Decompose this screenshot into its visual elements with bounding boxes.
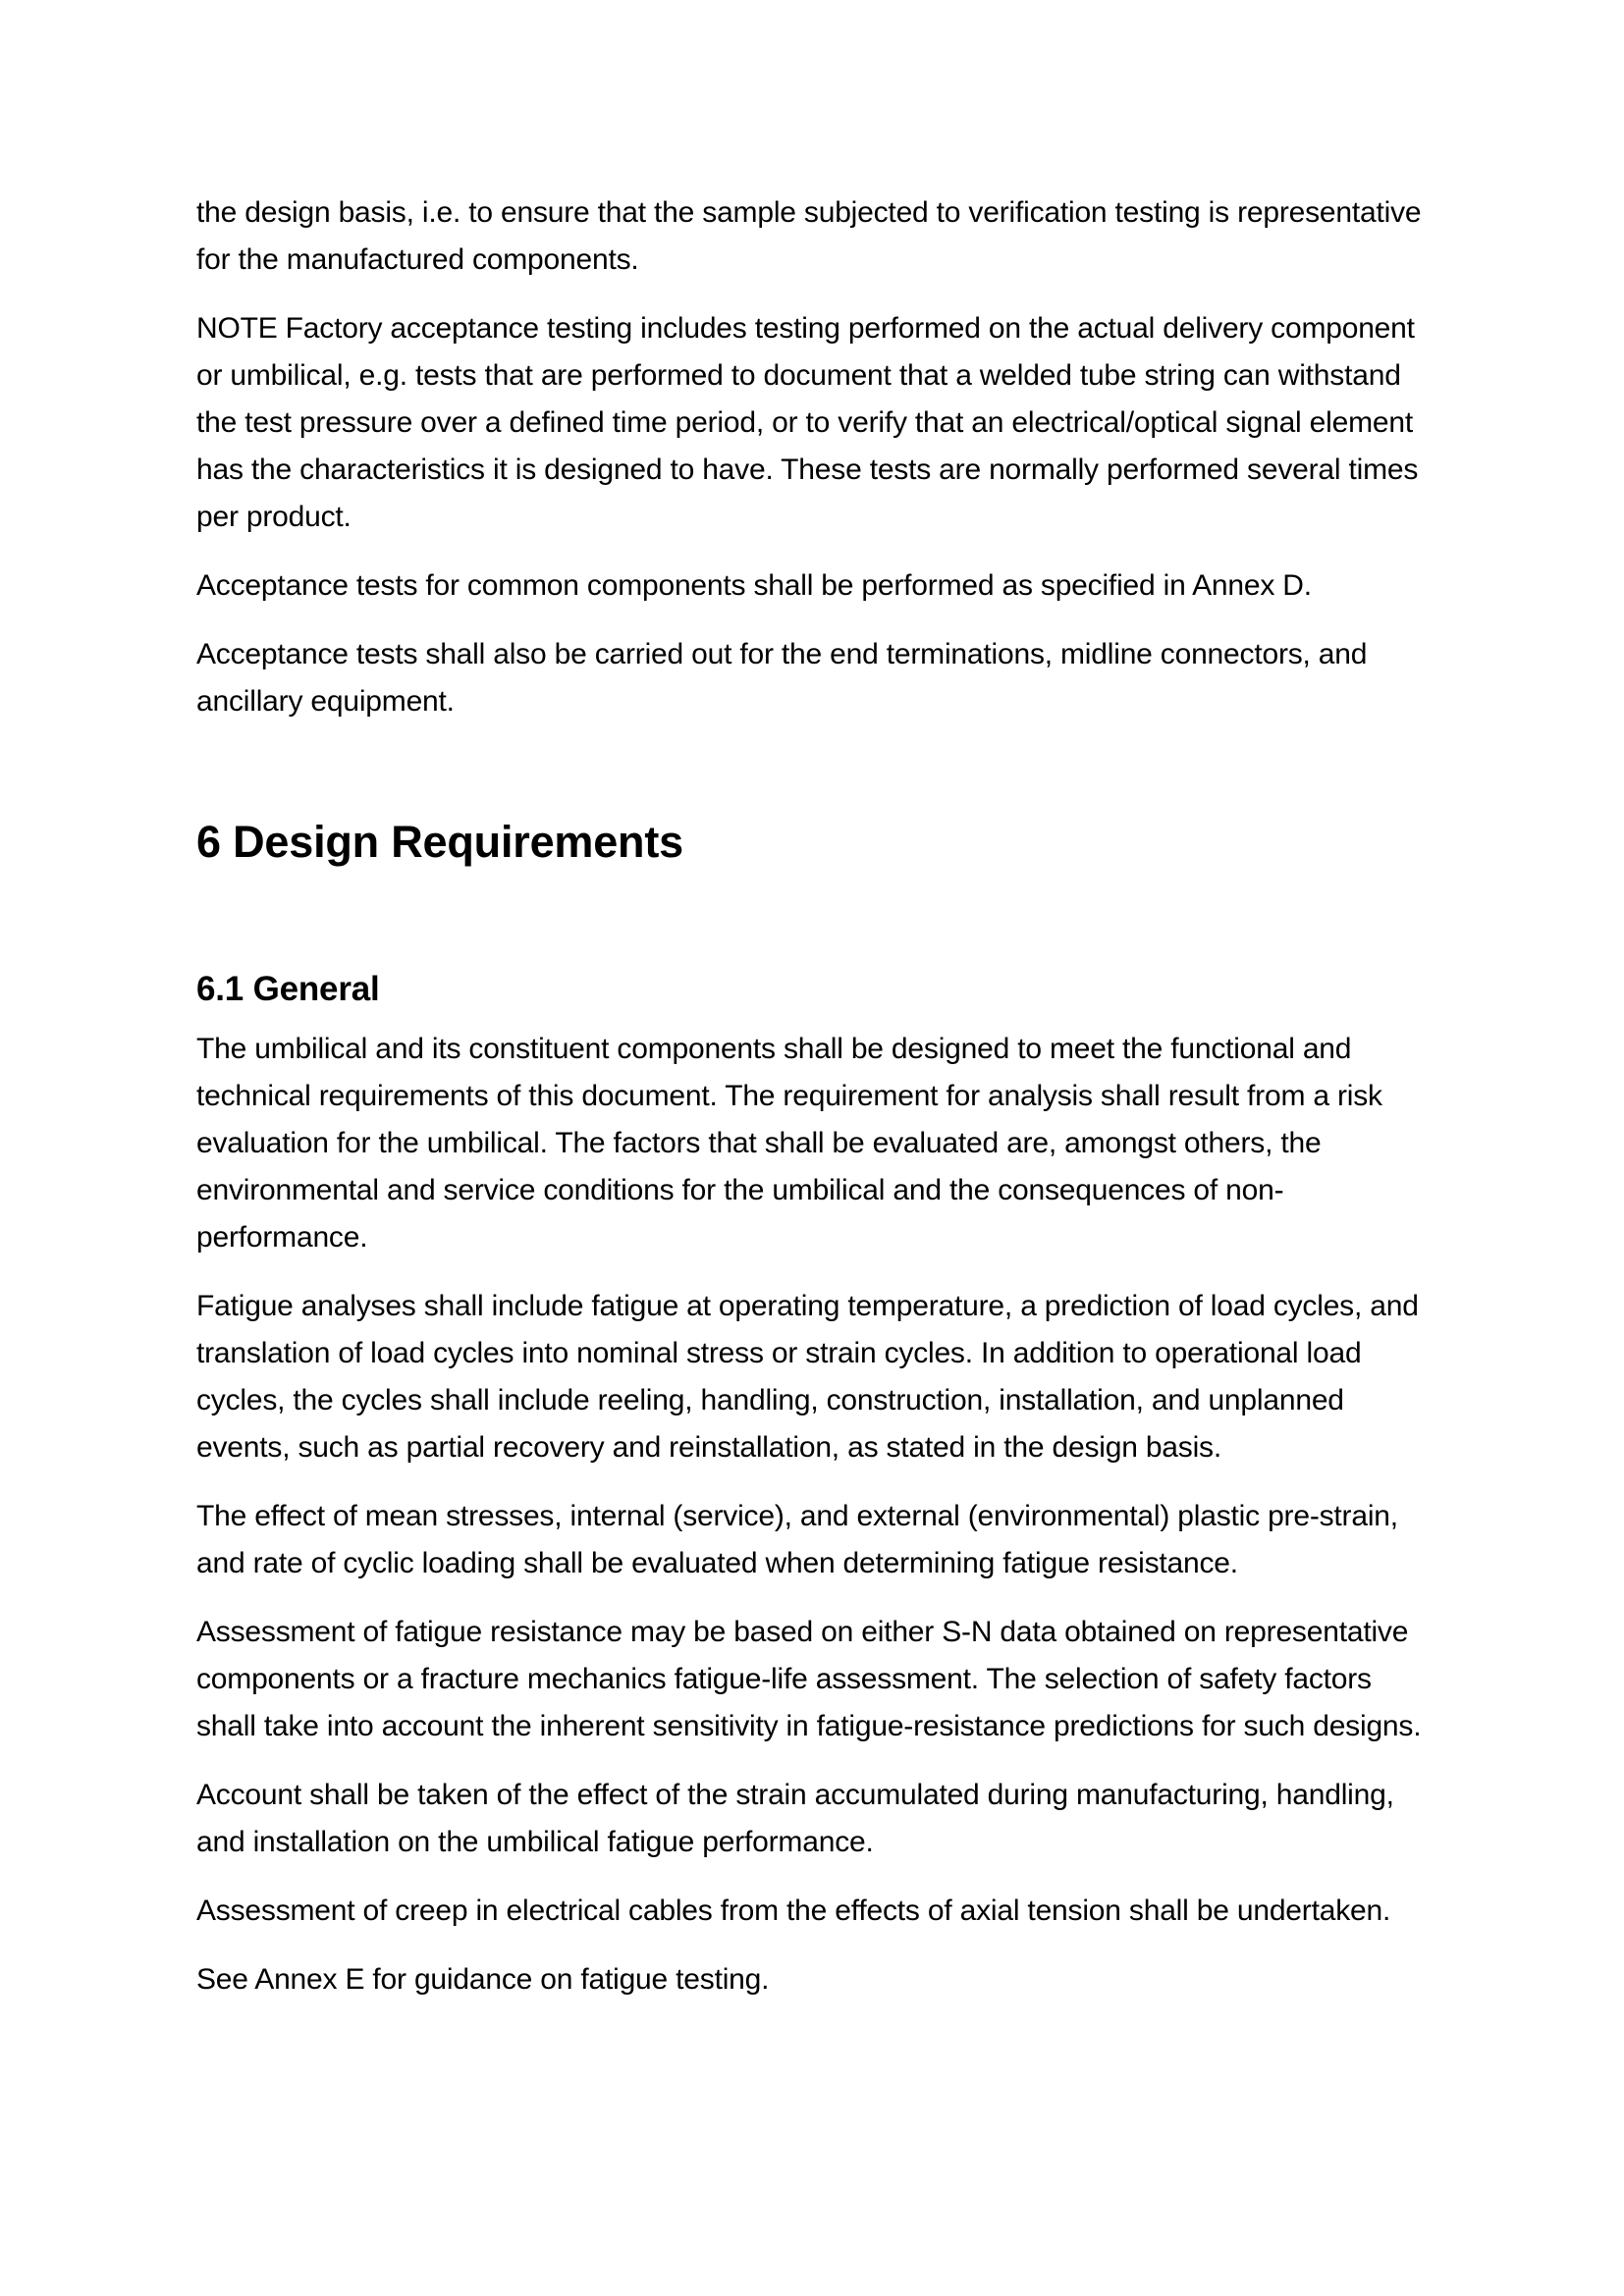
section-heading-design-requirements: 6 Design Requirements (196, 817, 683, 867)
body-paragraph-fatigue-resistance-assessment: Assessment of fatigue resistance may be based on either S-N data obtained on representative components or a fracture mechanics fatigue-life assessment. The selection of safety factors shall take into account the inherent sensitivity in fatigue-resistance predictions for such designs. (196, 1616, 1422, 1742)
body-paragraph-acceptance-common-components: Acceptance tests for common components shall be performed as specified in Annex D. (196, 569, 1312, 602)
body-paragraph-annex-e: See Annex E for guidance on fatigue testing. (196, 1963, 770, 1996)
body-paragraph-fatigue-analyses: Fatigue analyses shall include fatigue at operating temperature, a prediction of load cycles, and translation of load cycles into nominal stress or strain cycles. In addition to operational load cycles, the cycles shall include reeling, handling, construction, installation, and unplanned events, such as partial recovery and reinstallation, as stated in the design basis. (196, 1290, 1419, 1464)
document-body (196, 189, 1428, 2003)
body-paragraph-acceptance-end-terminations: Acceptance tests shall also be carried out for the end terminations, midline connectors, and ancillary equipment. (196, 638, 1368, 718)
body-paragraph-creep-assessment: Assessment of creep in electrical cables from the effects of axial tension shall be undertaken. (196, 1895, 1391, 1927)
body-paragraph-mean-stresses: The effect of mean stresses, internal (service), and external (environmental) plastic pre-strain, and rate of cyclic loading shall be evaluated when determining fatigue resistance. (196, 1500, 1398, 1579)
body-paragraph-strain-accumulated: Account shall be taken of the effect of the strain accumulated during manufacturing, handling, and installation on the umbilical fatigue performance. (196, 1779, 1394, 1858)
subsection-heading-general: 6.1 General (196, 970, 380, 1008)
body-paragraph-umbilical-design: The umbilical and its constituent components shall be designed to meet the functional and technical requirements of this document. The requirement for analysis shall result from a risk evaluation for the umbilical. The factors that shall be evaluated are, amongst others, the environmental and service conditions for the umbilical and the consequences of non-performance. (196, 1033, 1382, 1254)
note-paragraph-factory-acceptance: NOTE Factory acceptance testing includes testing performed on the actual delivery component or umbilical, e.g. tests that are performed to document that a welded tube string can withstand the test pressure over a defined time period, or to verify that an electrical/optical signal element has the characteristics it is designed to have. These tests are normally performed several times per product. (196, 312, 1419, 533)
body-paragraph-design-basis: the design basis, i.e. to ensure that the sample subjected to verification testing is representative for the manufactured components. (196, 196, 1422, 276)
